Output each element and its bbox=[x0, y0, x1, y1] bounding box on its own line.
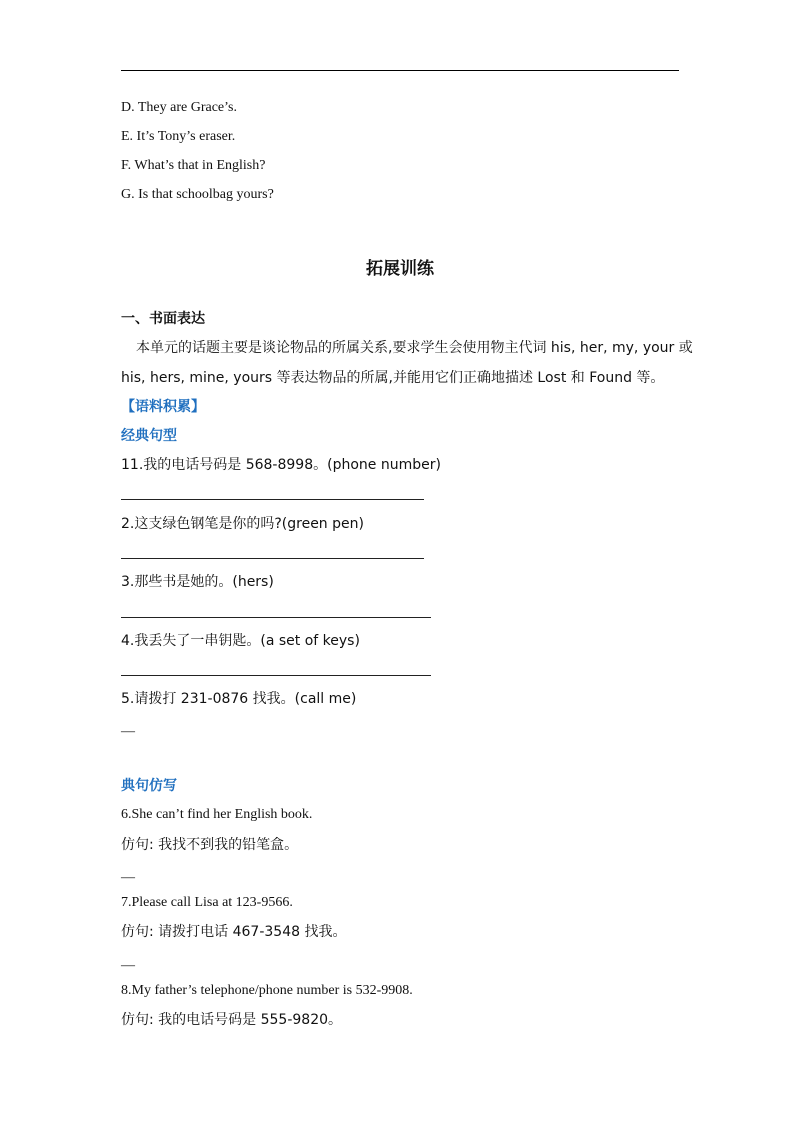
question-5: 5.请拨打 231-0876 找我。(call me) bbox=[121, 691, 357, 707]
question-2: 2.这支绿色钢笔是你的吗?(green pen) bbox=[121, 516, 364, 532]
top-rule bbox=[121, 70, 679, 71]
option-f: F. What’s that in English? bbox=[121, 158, 266, 173]
answer-line-3[interactable] bbox=[121, 617, 431, 618]
answer-dash-7[interactable]: — bbox=[121, 958, 135, 973]
page-title: 拓展训练 bbox=[366, 259, 434, 279]
question-3: 3.那些书是她的。(hers) bbox=[121, 574, 274, 590]
answer-dash-6[interactable]: — bbox=[121, 870, 135, 885]
answer-dash-5[interactable]: — bbox=[121, 724, 135, 739]
prompt-6: 仿句: 我找不到我的铅笔盒。 bbox=[121, 837, 299, 853]
prompt-8: 仿句: 我的电话号码是 555-9820。 bbox=[121, 1012, 343, 1028]
intro-line-1: 本单元的话题主要是谈论物品的所属关系,要求学生会使用物主代词 his, her, my, your 或 bbox=[136, 340, 693, 356]
example-6: 6.She can’t find her English book. bbox=[121, 807, 313, 822]
intro-line-2: his, hers, mine, yours 等表达物品的所属,并能用它们正确地描述 Lost 和 Found 等。 bbox=[121, 370, 665, 386]
option-e: E. It’s Tony’s eraser. bbox=[121, 129, 236, 144]
classic-heading: 经典句型 bbox=[121, 428, 177, 444]
section-heading: 一、书面表达 bbox=[121, 311, 205, 327]
option-g: G. Is that schoolbag yours? bbox=[121, 187, 274, 202]
example-7: 7.Please call Lisa at 123-9566. bbox=[121, 895, 293, 910]
answer-line-2[interactable] bbox=[121, 558, 424, 559]
answer-line-4[interactable] bbox=[121, 675, 431, 676]
imitation-heading: 典句仿写 bbox=[121, 778, 177, 794]
accumulation-heading: 【语料积累】 bbox=[121, 399, 205, 415]
question-4: 4.我丢失了一串钥匙。(a set of keys) bbox=[121, 633, 360, 649]
answer-line-1[interactable] bbox=[121, 499, 424, 500]
prompt-7: 仿句: 请拨打电话 467-3548 找我。 bbox=[121, 924, 347, 940]
question-1: 11.我的电话号码是 568-8998。(phone number) bbox=[121, 457, 441, 473]
example-8: 8.My father’s telephone/phone number is 532-9908. bbox=[121, 983, 413, 998]
option-d: D. They are Grace’s. bbox=[121, 100, 237, 115]
